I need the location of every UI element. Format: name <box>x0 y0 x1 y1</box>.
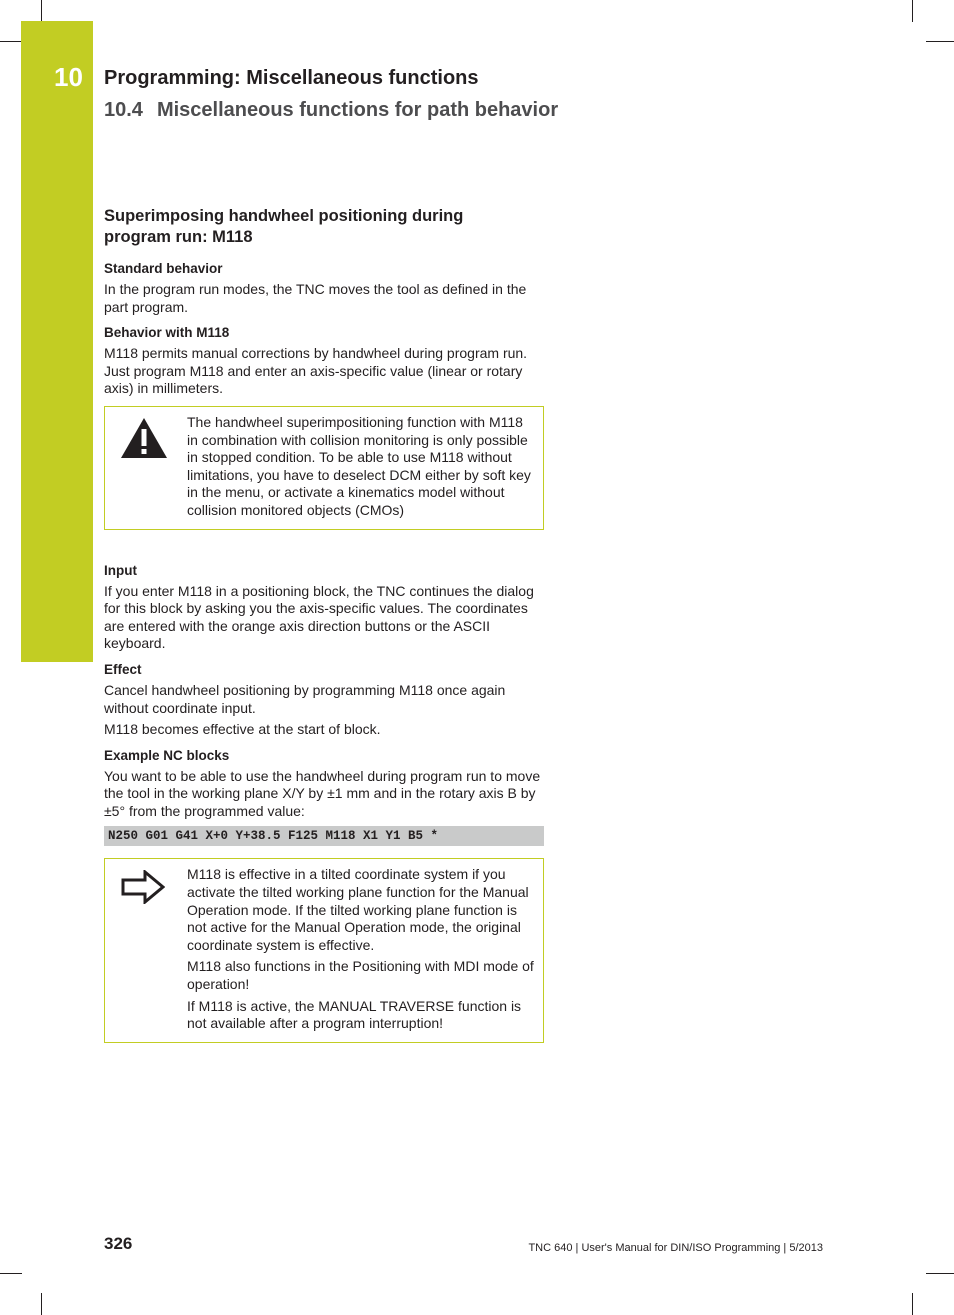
topic-heading-line2: program run: M118 <box>104 228 253 246</box>
chapter-title: Programming: Miscellaneous functions <box>104 67 479 89</box>
topic-heading-line1: Superimposing handwheel positioning during <box>104 207 464 225</box>
section-title <box>104 99 558 122</box>
crop-mark <box>41 1293 42 1315</box>
arrow-right-icon <box>121 870 165 904</box>
footer-text: TNC 640 | User's Manual for DIN/ISO Programming | 5/2013 <box>528 1242 823 1254</box>
example-text: You want to be able to use the handwheel during program run to move the tool in the working plane X/Y by ±1 mm and in the rotary axis B by ±5° from the programmed value: <box>104 767 541 819</box>
crop-mark <box>926 41 954 42</box>
info-note-p3: If M118 is active, the MANUAL TRAVERSE function is not available after a program interruption! <box>187 997 522 1032</box>
info-note <box>104 858 544 1042</box>
info-note-body <box>187 859 543 1041</box>
warning-note-text: The handwheel superimpositioning function with M118 in combination with collision monitoring is only possible in stopped condition. To be able to use M118 without limitations, you have to deselect DCM either by soft key in the menu, or activate a kinematics model without collision monitored objects (CMOs) <box>187 413 531 518</box>
section-title-text: Miscellaneous functions for path behavior <box>156 99 559 121</box>
nc-code-block: N250 G01 G41 X+0 Y+38.5 F125 M118 X1 Y1 B5 * <box>104 826 544 846</box>
crop-mark <box>41 0 42 22</box>
effect-heading: Effect <box>104 661 142 677</box>
warning-icon-cell <box>105 407 187 529</box>
warning-triangle-icon <box>120 417 168 459</box>
behavior-m118-text: M118 permits manual corrections by handwheel during program run. Just program M118 and enter an axis-specific value (linear or rotary axis) in millimeters. <box>104 345 528 397</box>
example-heading: Example NC blocks <box>104 747 230 763</box>
main-content <box>104 206 544 1063</box>
crop-mark <box>926 1273 954 1274</box>
info-icon-cell <box>105 859 187 1041</box>
input-heading: Input <box>104 562 137 578</box>
behavior-m118-heading: Behavior with M118 <box>104 325 230 341</box>
page-number: 326 <box>104 1234 133 1253</box>
warning-note-body <box>187 407 543 529</box>
crop-mark <box>912 1293 913 1315</box>
info-note-p2: M118 also functions in the Positioning with MDI mode of operation! <box>187 958 534 993</box>
effect-text-2: M118 becomes effective at the start of block. <box>104 721 381 738</box>
crop-mark <box>912 0 913 22</box>
standard-behavior-text: In the program run modes, the TNC moves the tool as defined in the part program. <box>104 281 527 315</box>
section-number: 10.4 <box>104 99 143 121</box>
topic-heading <box>104 206 544 248</box>
chapter-tab <box>21 21 93 662</box>
effect-text-1: Cancel handwheel positioning by programming M118 once again without coordinate input. <box>104 681 506 716</box>
crop-mark <box>0 1273 22 1274</box>
chapter-number: 10 <box>54 62 83 92</box>
crop-mark <box>0 41 22 42</box>
warning-note <box>104 406 544 530</box>
info-note-p1: M118 is effective in a tilted coordinate system if you activate the tilted working plane function for the Manual Operation mode. If the tilted working plane function is not active for the Manual Operation mode, the original coordinate system is effective. <box>187 866 529 953</box>
standard-behavior-heading: Standard behavior <box>104 261 223 276</box>
input-text: If you enter M118 in a positioning block, the TNC continues the dialog for this block by asking you the axis-specific values. The coordinates are entered with the orange axis direction buttons or the ASCII keyboard. <box>104 582 534 652</box>
